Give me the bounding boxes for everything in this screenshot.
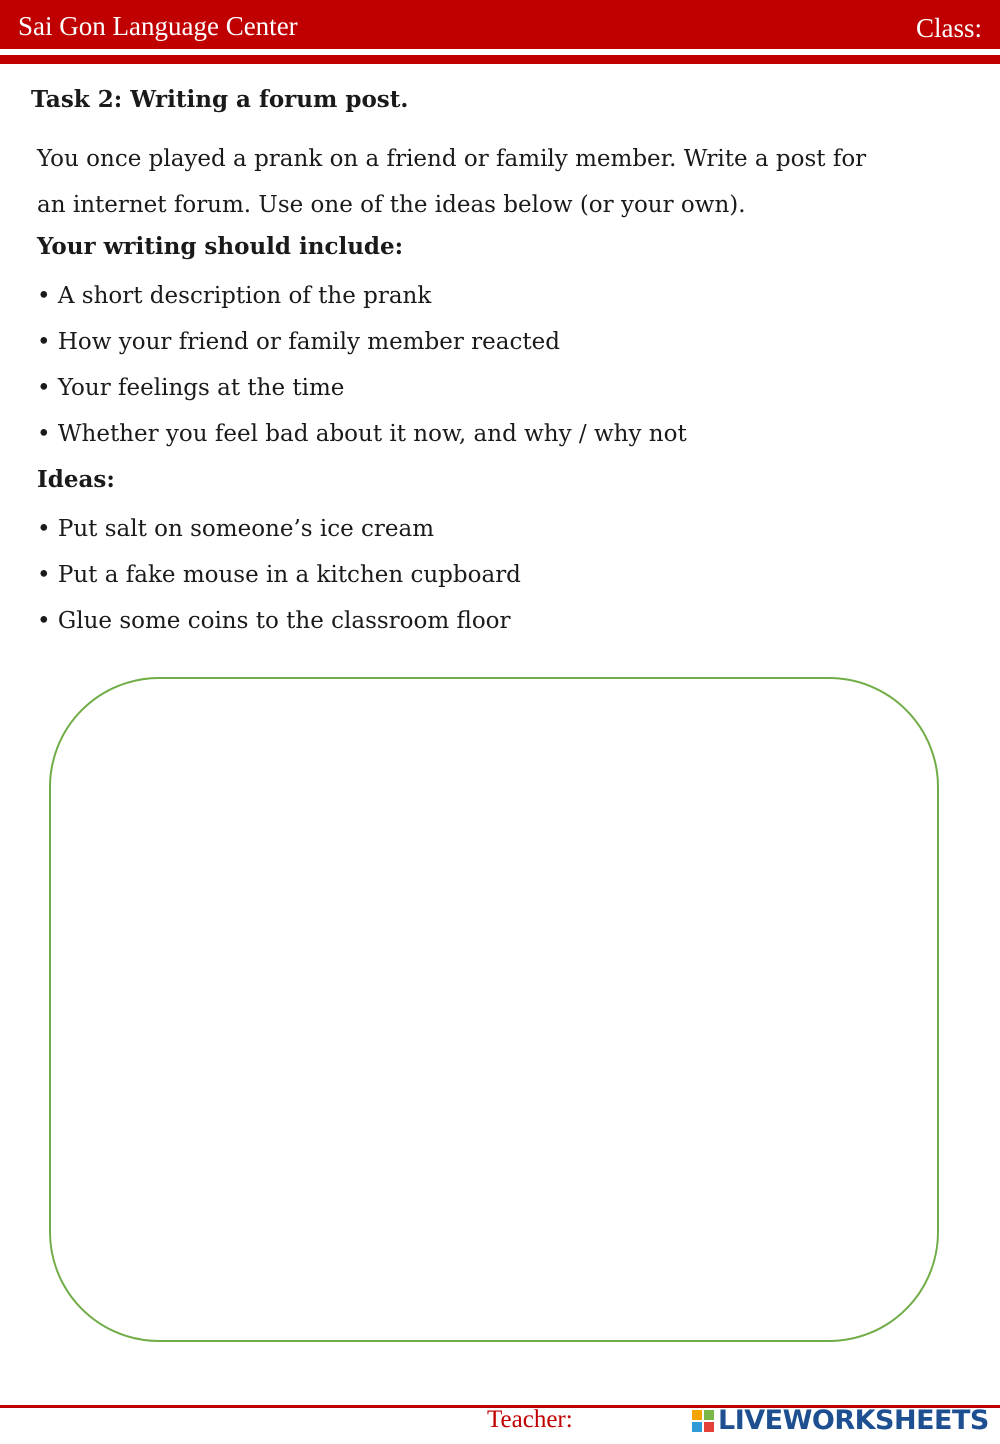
logo-square: [692, 1410, 702, 1420]
ideas-heading: Ideas:: [37, 466, 115, 493]
liveworksheets-logo-icon: [692, 1410, 714, 1432]
idea-item: • Glue some coins to the classroom floor: [37, 608, 511, 634]
liveworksheets-logo: [692, 1406, 989, 1436]
idea-item: • Put a fake mouse in a kitchen cupboard: [37, 562, 521, 588]
include-heading: Your writing should include:: [37, 233, 404, 260]
header-bar: [0, 0, 1000, 49]
header-class-label: Class:: [915, 13, 982, 43]
footer-teacher-label: Teacher:: [487, 1406, 573, 1433]
logo-square: [704, 1422, 714, 1432]
instruction-line: an internet forum. Use one of the ideas below (or your own).: [37, 192, 746, 218]
writing-answer-box[interactable]: [49, 677, 939, 1342]
include-item: • A short description of the prank: [37, 283, 432, 309]
logo-square: [704, 1410, 714, 1420]
idea-item: • Put salt on someone’s ice cream: [37, 516, 435, 542]
task-title: Task 2: Writing a forum post.: [31, 86, 409, 113]
logo-text: LIVEWORKSHEETS: [718, 1405, 989, 1436]
header-divider: [0, 55, 1000, 64]
include-item: • Your feelings at the time: [37, 375, 345, 401]
logo-square: [692, 1422, 702, 1432]
header-title: Sai Gon Language Center: [18, 11, 298, 41]
instruction-line: You once played a prank on a friend or family member. Write a post for: [37, 146, 867, 172]
task-instructions: [37, 136, 967, 228]
include-item: • Whether you feel bad about it now, and why / why not: [37, 421, 687, 447]
include-item: • How your friend or family member reacted: [37, 329, 560, 355]
